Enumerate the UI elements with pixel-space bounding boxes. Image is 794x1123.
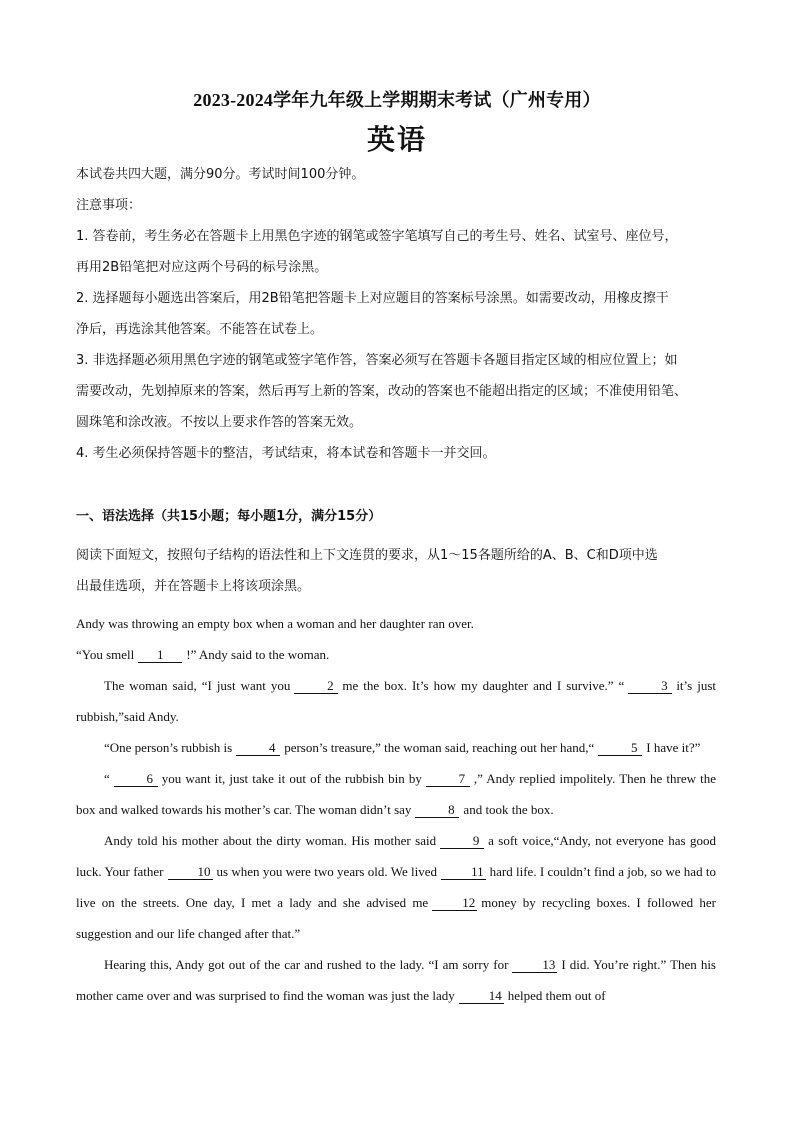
passage-text: and took the box. (463, 802, 554, 817)
exam-title: 2023-2024学年九年级上学期期末考试（广州专用） (193, 90, 601, 110)
reading-passage (76, 608, 716, 1011)
notice-item-3-line2: 需要改动，先划掉原来的答案，然后再写上新的答案，改动的答案也不能超出指定的区域；不准使用铅笔、 (76, 384, 688, 399)
passage-text: “One person’s rubbish is (104, 740, 233, 755)
exam-intro: 本试卷共四大题，满分90分。考试时间100分钟。 (76, 167, 365, 182)
passage-text: you want it, just take it out of the rubbish bin by (161, 771, 422, 786)
notice-item-2-line1: 2. 选择题每小题选出答案后，用2B铅笔把答题卡上对应题目的答案标号涂黑。如需要改动，用橡皮擦干 (76, 291, 669, 306)
notice-item-4-line1: 4. 考生必须保持答题卡的整洁，考试结束，将本试卷和答题卡一并交回。 (76, 446, 496, 461)
passage-paragraph-4 (76, 732, 716, 763)
blank-11: 11 (441, 865, 486, 880)
passage-text: us when you were two years old. We lived (216, 864, 438, 879)
passage-text: a soft voice,“Andy, not everyone has good luck. Your father (76, 833, 716, 879)
notice-label: 注意事项： (76, 198, 142, 213)
passage-text: !” Andy said to the woman. (186, 647, 330, 662)
passage-text: Andy was throwing an empty box when a woman and her daughter ran over. (76, 616, 474, 631)
blank-3: 3 (628, 679, 672, 694)
passage-paragraph-3 (76, 670, 716, 732)
passage-text: person’s treasure,” the woman said, reaching out her hand,“ (284, 740, 595, 755)
passage-text: money by recycling boxes. I followed her suggestion and our life changed after that.” (76, 895, 716, 941)
blank-12: 12 (432, 896, 477, 911)
blank-8: 8 (415, 803, 459, 818)
passage-text: I did. You’re right.” Then his mother came over and was surprised to find the woman was just the lady (76, 957, 716, 1003)
notice-item-2-line2: 净后，再选涂其他答案。不能答在试卷上。 (76, 322, 324, 337)
notice-item-1-line2: 再用2B铅笔把对应这两个号码的标号涂黑。 (76, 260, 328, 275)
passage-text: me the box. It’s how my daughter and I survive.” “ (342, 678, 625, 693)
blank-7: 7 (426, 772, 470, 787)
passage-text: Andy told his mother about the dirty woman. His mother said (104, 833, 437, 848)
blank-10: 10 (168, 865, 213, 880)
passage-paragraph-5 (76, 763, 716, 825)
passage-text: The woman said, “I just want you (104, 678, 291, 693)
blank-4: 4 (236, 741, 280, 756)
passage-text: helped them out of (507, 988, 606, 1003)
blank-14: 14 (459, 989, 504, 1004)
section-intro-line2: 出最佳选项，并在答题卡上将该项涂黑。 (76, 579, 311, 594)
blank-5: 5 (598, 741, 642, 756)
blank-1: 1 (138, 648, 182, 663)
instructions (76, 159, 724, 469)
section-heading: 一、语法选择（共15小题；每小题1分，满分15分） (76, 509, 382, 524)
notice-item-3-line3: 圆珠笔和涂改液。不按以上要求作答的答案无效。 (76, 415, 363, 430)
section-intro (76, 540, 724, 602)
notice-item-3-line1: 3. 非选择题必须用黑色字迹的钢笔或签字笔作答，答案必须写在答题卡各题目指定区域的相应位置上；如 (76, 353, 678, 368)
passage-text: I have it?” (646, 740, 701, 755)
passage-paragraph-2 (76, 639, 716, 670)
blank-9: 9 (440, 834, 484, 849)
passage-text: Hearing this, Andy got out of the car and rushed to the lady. “I am sorry for (104, 957, 509, 972)
passage-paragraph-1 (76, 608, 716, 639)
passage-paragraph-6 (76, 825, 716, 949)
notice-item-1-line1: 1. 答卷前，考生务必在答题卡上用黑色字迹的钢笔或签字笔填写自己的考生号、姓名、试室号、座位号， (76, 229, 678, 244)
passage-text: it’s just rubbish,”said Andy. (76, 678, 717, 724)
blank-13: 13 (512, 958, 557, 973)
passage-paragraph-7 (76, 949, 716, 1011)
passage-text: “ (104, 771, 110, 786)
passage-text: “You smell (76, 647, 135, 662)
section-intro-line1: 阅读下面短文，按照句子结构的语法性和上下文连贯的要求，从1～15各题所给的A、B、C和D项中选 (76, 548, 658, 563)
passage-text: hard life. I couldn’t find a job, so we had to live on the streets. One day, I met a lady and she advised me (76, 864, 716, 910)
blank-6: 6 (114, 772, 158, 787)
passage-text: ,” Andy replied impolitely. Then he threw the box and walked towards his mother’s car. The woman didn’t say (76, 771, 717, 817)
blank-2: 2 (294, 679, 338, 694)
subject-title: 英语 (366, 123, 427, 156)
